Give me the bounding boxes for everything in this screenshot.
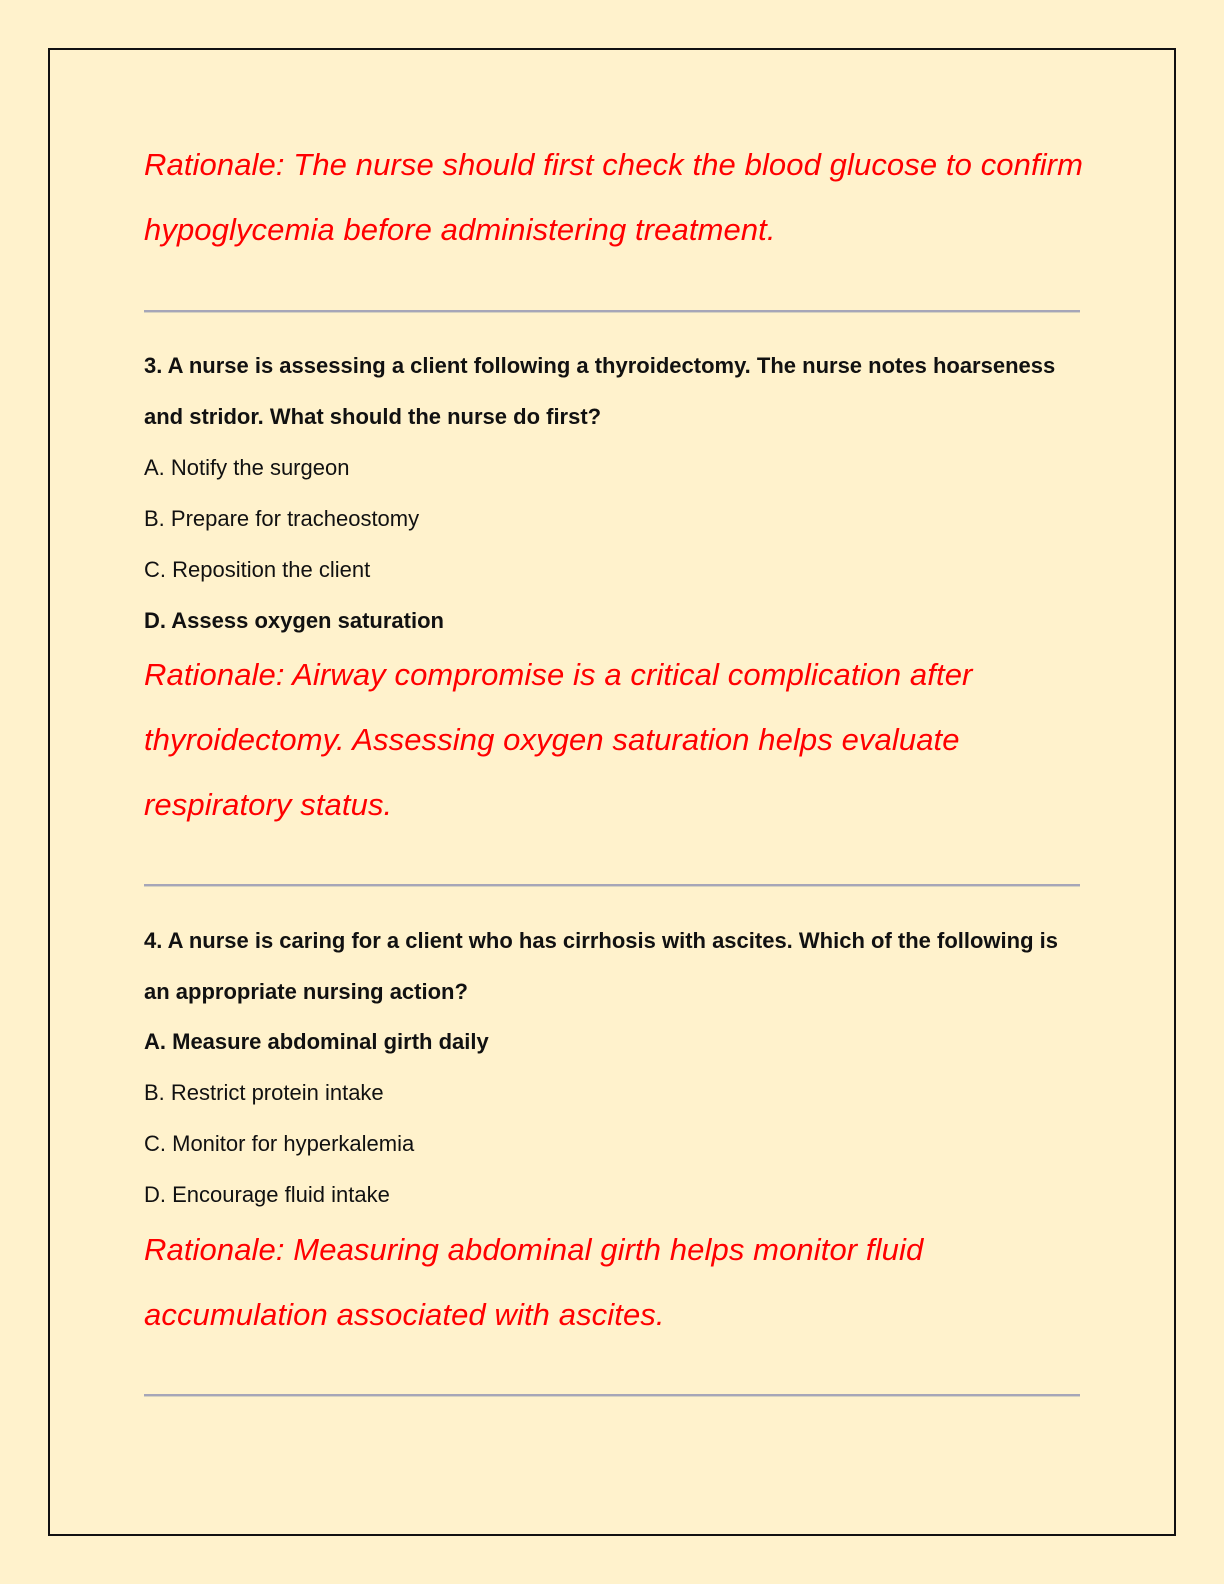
- question-3-options: [144, 442, 1084, 646]
- option-3d-correct: D. Assess oxygen saturation: [144, 608, 444, 633]
- divider: [144, 310, 1080, 313]
- option-4b: B. Restrict protein intake: [144, 1080, 384, 1105]
- option-3a: A. Notify the surgeon: [144, 455, 350, 480]
- option-3b: B. Prepare for tracheostomy: [144, 506, 420, 531]
- divider: [144, 1394, 1080, 1397]
- rationale-q2: Rationale: The nurse should first check the blood glucose to confirm hypoglycemia before administering treatment.: [144, 147, 1084, 247]
- rationale-q3: Rationale: Airway compromise is a critical complication after thyroidectomy. Assessing oxygen saturation helps evaluate respiratory status.: [144, 657, 973, 822]
- rationale-q4: Rationale: Measuring abdominal girth helps monitor fluid accumulation associated with ascites.: [144, 1232, 924, 1332]
- question-3-text: 3. A nurse is assessing a client following a thyroidectomy. The nurse notes hoarseness and stridor. What should the nurse do first?: [144, 353, 1056, 429]
- question-4-options: [144, 1016, 1084, 1220]
- question-4-text: 4. A nurse is caring for a client who has cirrhosis with ascites. Which of the following is an appropriate nursing action?: [144, 928, 1058, 1004]
- divider: [144, 884, 1080, 887]
- option-3c: C. Reposition the client: [144, 557, 371, 582]
- option-4d: D. Encourage fluid intake: [144, 1182, 390, 1207]
- option-4c: C. Monitor for hyperkalemia: [144, 1131, 415, 1156]
- option-4a-correct: A. Measure abdominal girth daily: [144, 1029, 489, 1054]
